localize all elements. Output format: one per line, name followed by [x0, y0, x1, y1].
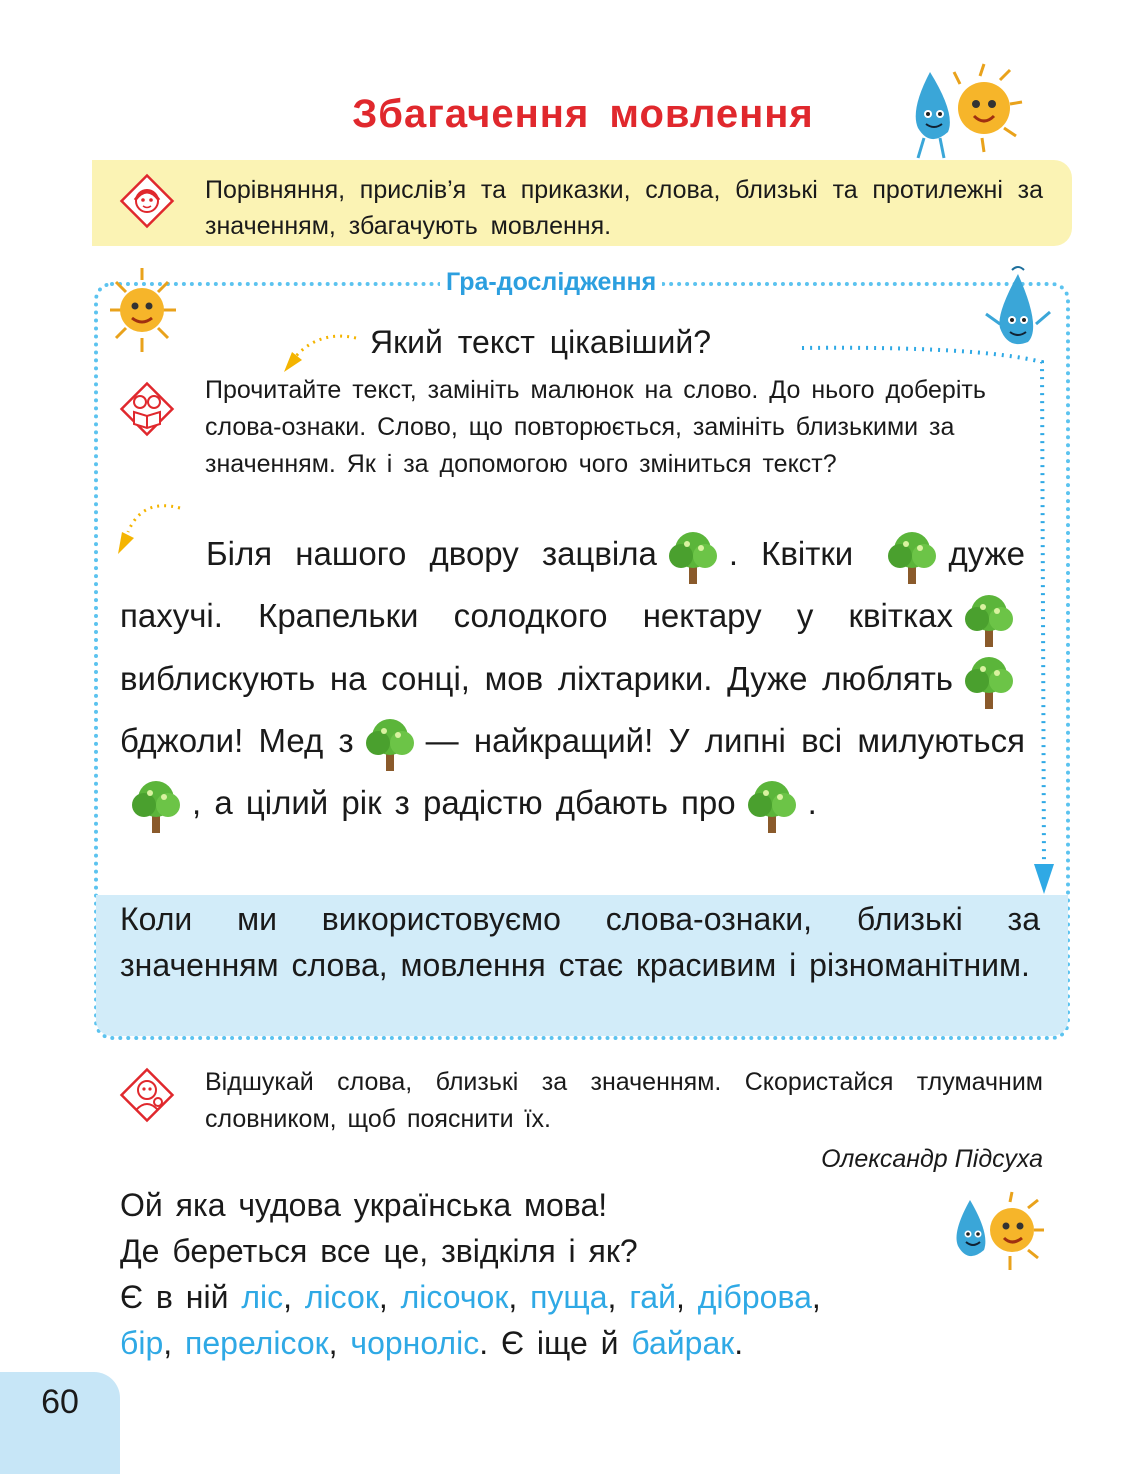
- punct: ,: [508, 1279, 518, 1315]
- poem-line: [120, 1274, 821, 1320]
- highlight-word: бір: [120, 1325, 164, 1361]
- poem-author: Олександр Підсуха: [821, 1145, 1043, 1173]
- story-text: [120, 524, 1025, 835]
- story-part: Біля нашого двору зацвіла: [206, 535, 657, 572]
- highlight-word: гай: [629, 1279, 676, 1315]
- task-text: Прочитайте текст, замініть малюнок на слово. До нього доберіть слова-ознаки. Слово, що повторюється, замініть близькими за значенням. Як і за допомогою чого зміниться текст?: [205, 376, 986, 478]
- linden-tree-icon: [663, 526, 723, 586]
- punct: ,: [811, 1279, 821, 1315]
- game-question: Який текст цікавіший?: [370, 324, 712, 360]
- highlight-word: чорноліс: [350, 1325, 480, 1361]
- linden-tree-icon: [959, 651, 1019, 711]
- punct: ,: [163, 1325, 173, 1361]
- conclusion-text: Коли ми використовуємо слова-ознаки, близькі за значенням слова, мовлення стає красивим і різноманітним.: [120, 901, 1040, 983]
- arrow-left-icon: [280, 328, 360, 374]
- poem-text: Є іще й: [500, 1325, 619, 1361]
- punct: ,: [283, 1279, 292, 1315]
- story-part: .: [807, 784, 817, 822]
- punct: .: [479, 1325, 489, 1361]
- linden-tree-icon: [742, 775, 802, 835]
- highlight-word: перелісок: [185, 1325, 329, 1361]
- linden-tree-icon: [126, 775, 186, 835]
- highlight-word: діброва: [697, 1279, 812, 1315]
- highlight-word: пуща: [530, 1279, 608, 1315]
- sun-drop-mascot-icon: [900, 62, 1024, 162]
- highlight-word: лісочок: [400, 1279, 509, 1315]
- rule-text: Порівняння, прислів’я та приказки, слова, близькі та протилежні за значенням, збагачують мовлення.: [205, 176, 1043, 240]
- story-part: дуже пахучі. Крапельки солодкого нектару у квітках: [120, 535, 1025, 635]
- task2-text: Відшукай слова, близькі за значенням. Скористайся тлумачним словником, щоб пояснити їх.: [205, 1068, 1043, 1133]
- story-part: — найкращий! У липні всі милуються: [425, 721, 1025, 759]
- sun-mascot-icon: [100, 264, 184, 354]
- read-book-icon: [118, 380, 176, 438]
- punct: ,: [378, 1279, 388, 1315]
- game-label: Гра-дослідження: [440, 268, 662, 297]
- linden-tree-icon: [360, 713, 420, 773]
- story-part: виблискують на сонці, мов ліхтарики. Дуже люблять: [120, 659, 953, 697]
- story-part: бджоли! Мед з: [120, 721, 354, 759]
- story-part: . Квітки: [728, 535, 854, 572]
- highlight-word: ліс: [241, 1279, 284, 1315]
- story-part: , а цілий рік з радістю дбають про: [192, 784, 736, 822]
- poem-text: Є в ній: [120, 1279, 229, 1315]
- page-number: 60: [41, 1383, 79, 1421]
- page-title: Збагачення мовлення: [352, 92, 814, 136]
- poem: [120, 1182, 821, 1366]
- highlight-word: байрак: [631, 1325, 735, 1361]
- search-pupil-icon: [118, 1066, 176, 1124]
- poem-line: Ой яка чудова українська мова!: [120, 1187, 608, 1223]
- poem-line: [120, 1320, 821, 1366]
- highlight-word: лісок: [304, 1279, 379, 1315]
- poem-line: Де береться все це, звідкіля і як?: [120, 1233, 638, 1269]
- punct: .: [734, 1325, 744, 1361]
- punct: ,: [328, 1325, 338, 1361]
- sun-drop-mascot-icon: [944, 1190, 1044, 1274]
- punct: ,: [675, 1279, 685, 1315]
- linden-tree-icon: [882, 526, 942, 586]
- listen-icon: [118, 172, 176, 230]
- linden-tree-icon: [959, 589, 1019, 649]
- punct: ,: [607, 1279, 617, 1315]
